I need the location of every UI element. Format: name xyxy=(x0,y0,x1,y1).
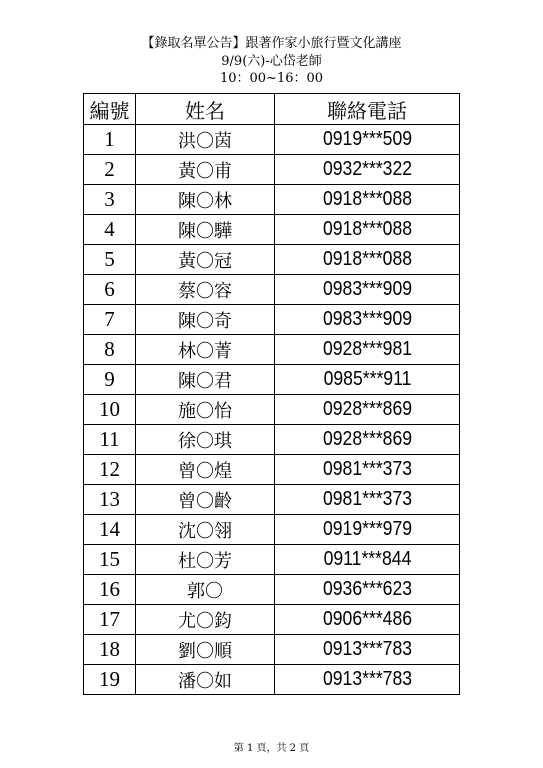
row-number: 18 xyxy=(84,635,136,665)
row-phone: 0918***088 xyxy=(286,215,449,245)
row-phone: 0928***869 xyxy=(286,395,449,425)
page-indicator: 第 1 頁，共 2 頁 xyxy=(233,743,310,754)
column-header-name: 姓名 xyxy=(136,94,275,125)
row-phone: 0913***783 xyxy=(286,665,449,695)
row-phone: 0913***783 xyxy=(286,635,449,665)
table-row xyxy=(84,605,460,635)
table-row xyxy=(84,155,460,185)
table-row xyxy=(84,215,460,245)
table-row xyxy=(84,635,460,665)
table-row xyxy=(84,335,460,365)
table-row xyxy=(84,275,460,305)
row-name: 蔡〇容 xyxy=(136,275,275,305)
row-name: 陳〇奇 xyxy=(136,305,275,335)
table-row xyxy=(84,185,460,215)
row-number: 3 xyxy=(84,185,136,215)
column-header-phone: 聯絡電話 xyxy=(275,94,460,125)
row-phone: 0985***911 xyxy=(286,365,449,395)
row-number: 17 xyxy=(84,605,136,635)
row-name: 黃〇冠 xyxy=(136,245,275,275)
row-name: 洪〇茵 xyxy=(136,125,275,155)
table-row xyxy=(84,485,460,515)
row-phone: 0919***509 xyxy=(286,125,449,155)
row-phone: 0981***373 xyxy=(286,485,449,515)
row-phone: 0936***623 xyxy=(286,575,449,605)
table-row xyxy=(84,305,460,335)
row-phone: 0918***088 xyxy=(286,245,449,275)
row-phone: 0983***909 xyxy=(286,305,449,335)
table-row xyxy=(84,515,460,545)
row-name: 曾〇煌 xyxy=(136,455,275,485)
row-name: 潘〇如 xyxy=(136,665,275,695)
table-row xyxy=(84,545,460,575)
row-phone: 0983***909 xyxy=(286,275,449,305)
table-row xyxy=(84,575,460,605)
row-phone: 0928***981 xyxy=(286,335,449,365)
row-phone: 0928***869 xyxy=(286,425,449,455)
row-number: 16 xyxy=(84,575,136,605)
row-number: 15 xyxy=(84,545,136,575)
row-number: 2 xyxy=(84,155,136,185)
row-name: 陳〇驊 xyxy=(136,215,275,245)
table-row xyxy=(84,395,460,425)
row-number: 14 xyxy=(84,515,136,545)
row-phone: 0919***979 xyxy=(286,515,449,545)
row-phone: 0911***844 xyxy=(286,545,449,575)
row-number: 8 xyxy=(84,335,136,365)
table-header-row xyxy=(84,94,460,125)
row-name: 沈〇翎 xyxy=(136,515,275,545)
row-name: 尤〇鈞 xyxy=(136,605,275,635)
row-number: 19 xyxy=(84,665,136,695)
row-name: 陳〇君 xyxy=(136,365,275,395)
admission-list-table xyxy=(83,93,460,695)
row-number: 6 xyxy=(84,275,136,305)
row-number: 12 xyxy=(84,455,136,485)
table-row xyxy=(84,245,460,275)
row-name: 曾〇齡 xyxy=(136,485,275,515)
row-number: 9 xyxy=(84,365,136,395)
row-name: 劉〇順 xyxy=(136,635,275,665)
event-date: 9/9(六)-心岱老師 xyxy=(221,54,322,69)
table-row xyxy=(84,365,460,395)
row-number: 11 xyxy=(84,425,136,455)
row-number: 5 xyxy=(84,245,136,275)
table-row xyxy=(84,425,460,455)
table-row xyxy=(84,665,460,695)
row-name: 黃〇甫 xyxy=(136,155,275,185)
row-phone: 0918***088 xyxy=(286,185,449,215)
row-phone: 0906***486 xyxy=(286,605,449,635)
row-name: 林〇菁 xyxy=(136,335,275,365)
row-phone: 0932***322 xyxy=(286,155,449,185)
row-number: 1 xyxy=(84,125,136,155)
document-title: 【錄取名單公告】跟著作家小旅行暨文化講座 xyxy=(141,36,402,51)
row-number: 13 xyxy=(84,485,136,515)
table-row xyxy=(84,455,460,485)
row-name: 徐〇琪 xyxy=(136,425,275,455)
column-header-number: 編號 xyxy=(84,94,136,125)
table-row xyxy=(84,125,460,155)
row-name: 施〇怡 xyxy=(136,395,275,425)
row-number: 10 xyxy=(84,395,136,425)
row-name: 郭〇 xyxy=(136,575,275,605)
row-name: 陳〇林 xyxy=(136,185,275,215)
row-number: 7 xyxy=(84,305,136,335)
event-time: 10：00~16：00 xyxy=(219,71,324,86)
row-name: 杜〇芳 xyxy=(136,545,275,575)
row-phone: 0981***373 xyxy=(286,455,449,485)
row-number: 4 xyxy=(84,215,136,245)
